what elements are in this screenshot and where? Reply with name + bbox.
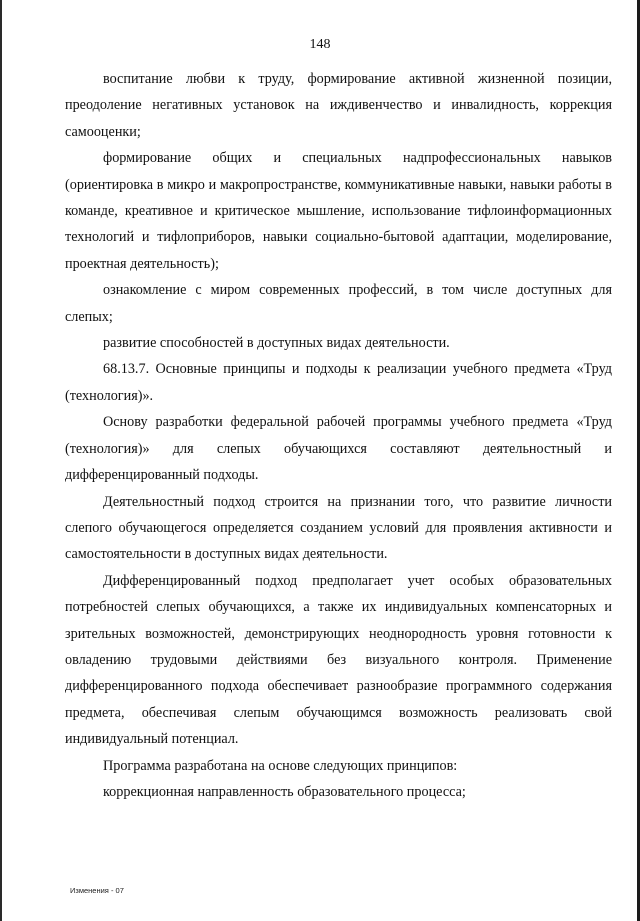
paragraph-principles-intro: Программа разработана на основе следующих принципов: xyxy=(103,757,458,774)
paragraph-differentiated-approach: Дифференцированный подход предполагает учет особых образовательных потребностей слепых обучающихся, а также их индивидуальных компенсаторных и зрительных возможностей, демонстрирующих неоднородность уровня готовности к овладению трудовыми действиями без визуального контроля. Применение дифференцированного подхода обеспечивает разнообразие программного содержания предмета, обеспечивая слепым обучающимся возможность реализовать свой индивидуальный потенциал. xyxy=(65,572,612,748)
footer-revision-note: Изменения - 07 xyxy=(70,886,124,895)
paragraph-correctional-principle: коррекционная направленность образовательного процесса; xyxy=(103,783,466,800)
scan-edge-left xyxy=(0,0,2,921)
paragraph-activity-approach: Деятельностный подход строится на признании того, что развитие личности слепого обучающегося определяется созданием условий для проявления активности и самостоятельности в доступных видах деятельности. xyxy=(65,493,612,563)
paragraph-upbringing: воспитание любви к труду, формирование активной жизненной позиции, преодоление негативных установок на иждивенчество и инвалидность, коррекция самооценки; xyxy=(65,71,612,140)
document-body xyxy=(65,66,612,805)
paragraph-professions: ознакомление с миром современных профессий, в том числе доступных для слепых; xyxy=(65,282,612,325)
paragraph-skills: формирование общих и специальных надпрофессиональных навыков (ориентировка в микро и макропространстве, коммуникативные навыки, навыки работы в команде, креативное и критическое мышление, использование тифлоинформационных технологий и тифлоприборов, навыки социально-бытовой адаптации, моделирование, проектная деятельность); xyxy=(65,150,612,272)
paragraph-abilities: развитие способностей в доступных видах деятельности. xyxy=(103,335,450,352)
page-number: 148 xyxy=(309,37,331,52)
paragraph-approaches: Основу разработки федеральной рабочей программы учебного предмета «Труд (технология)» для слепых обучающихся составляют деятельностный и дифференцированный подходы. xyxy=(65,414,612,484)
section-heading-68-13-7: 68.13.7. Основные принципы и подходы к реализации учебного предмета «Труд (технология)». xyxy=(65,361,612,404)
